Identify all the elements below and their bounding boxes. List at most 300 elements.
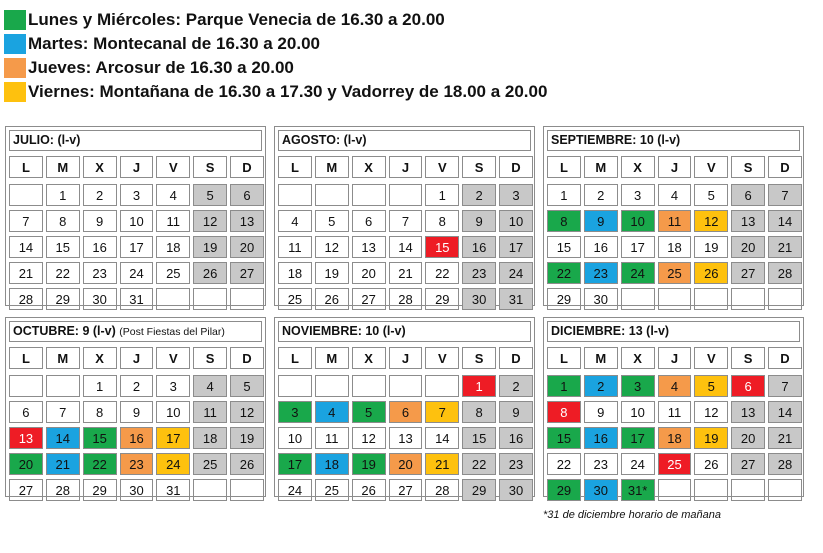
weekday-header: L — [547, 347, 581, 369]
legend-label: Jueves: Arcosur de 16.30 a 20.00 — [28, 58, 294, 77]
day-cell: 13 — [230, 210, 264, 232]
day-cell: 19 — [352, 453, 386, 475]
empty-day-cell — [694, 288, 728, 310]
day-cell: 20 — [731, 427, 765, 449]
legend-swatch-orange — [4, 58, 26, 78]
month-diciembre — [543, 317, 804, 497]
week-row — [547, 236, 802, 258]
week-row — [9, 184, 264, 206]
legend — [4, 8, 547, 104]
day-cell: 21 — [46, 453, 80, 475]
day-cell: 17 — [499, 236, 533, 258]
day-cell: 15 — [547, 427, 581, 449]
day-cell: 20 — [731, 236, 765, 258]
week-row — [278, 262, 533, 284]
day-cell: 22 — [46, 262, 80, 284]
day-cell: 31* — [621, 479, 655, 501]
weekday-header: L — [547, 156, 581, 178]
weekday-header: V — [425, 156, 459, 178]
empty-day-cell — [46, 375, 80, 397]
day-cell: 18 — [658, 427, 692, 449]
week-row — [278, 210, 533, 232]
day-cell: 28 — [768, 262, 802, 284]
day-cell: 27 — [731, 453, 765, 475]
day-cell: 21 — [768, 427, 802, 449]
day-cell: 17 — [621, 236, 655, 258]
day-cell: 21 — [768, 236, 802, 258]
day-cell: 27 — [731, 262, 765, 284]
week-row — [547, 427, 802, 449]
footnote: *31 de diciembre horario de mañana — [543, 509, 721, 521]
weekday-header: D — [768, 347, 802, 369]
legend-item-parque-venecia — [4, 8, 547, 32]
week-row — [9, 375, 264, 397]
day-cell: 7 — [425, 401, 459, 423]
week-row — [278, 236, 533, 258]
weekday-header: X — [352, 156, 386, 178]
day-cell: 7 — [9, 210, 43, 232]
week-row — [278, 427, 533, 449]
day-cell: 21 — [389, 262, 423, 284]
empty-day-cell — [230, 479, 264, 501]
day-cell: 14 — [9, 236, 43, 258]
day-cell: 16 — [462, 236, 496, 258]
day-cell: 1 — [462, 375, 496, 397]
day-cell: 31 — [120, 288, 154, 310]
weekday-header: D — [768, 156, 802, 178]
day-cell: 1 — [83, 375, 117, 397]
weekday-header-row — [278, 347, 533, 369]
empty-day-cell — [193, 479, 227, 501]
empty-day-cell — [352, 184, 386, 206]
week-row — [9, 236, 264, 258]
day-cell: 4 — [315, 401, 349, 423]
day-cell: 2 — [120, 375, 154, 397]
day-cell: 16 — [584, 427, 618, 449]
day-cell: 14 — [46, 427, 80, 449]
day-cell: 15 — [547, 236, 581, 258]
day-cell: 29 — [46, 288, 80, 310]
calendar-grid — [278, 156, 533, 314]
day-cell: 29 — [462, 479, 496, 501]
empty-day-cell — [315, 375, 349, 397]
day-cell: 3 — [120, 184, 154, 206]
day-cell: 5 — [193, 184, 227, 206]
day-cell: 29 — [425, 288, 459, 310]
weekday-header: J — [389, 156, 423, 178]
legend-swatch-yellow — [4, 82, 26, 102]
empty-day-cell — [230, 288, 264, 310]
day-cell: 12 — [315, 236, 349, 258]
calendar-grid — [278, 347, 533, 505]
empty-day-cell — [621, 288, 655, 310]
day-cell: 30 — [462, 288, 496, 310]
month-note: (Post Fiestas del Pilar) — [119, 326, 225, 338]
day-cell: 11 — [193, 401, 227, 423]
day-cell: 26 — [694, 453, 728, 475]
day-cell: 18 — [193, 427, 227, 449]
day-cell: 29 — [547, 479, 581, 501]
day-cell: 22 — [83, 453, 117, 475]
day-cell: 14 — [768, 401, 802, 423]
empty-day-cell — [156, 288, 190, 310]
week-row — [9, 288, 264, 310]
day-cell: 9 — [120, 401, 154, 423]
weekday-header: M — [584, 347, 618, 369]
day-cell: 14 — [425, 427, 459, 449]
day-cell: 29 — [547, 288, 581, 310]
day-cell: 5 — [352, 401, 386, 423]
day-cell: 12 — [193, 210, 227, 232]
calendar-grid — [547, 156, 802, 314]
empty-day-cell — [425, 375, 459, 397]
legend-item-montecanal — [4, 32, 547, 56]
day-cell: 31 — [156, 479, 190, 501]
day-cell: 28 — [389, 288, 423, 310]
empty-day-cell — [731, 288, 765, 310]
day-cell: 30 — [584, 479, 618, 501]
day-cell: 18 — [315, 453, 349, 475]
day-cell: 18 — [278, 262, 312, 284]
day-cell: 16 — [584, 236, 618, 258]
empty-day-cell — [658, 288, 692, 310]
day-cell: 27 — [230, 262, 264, 284]
day-cell: 24 — [156, 453, 190, 475]
day-cell: 15 — [462, 427, 496, 449]
day-cell: 25 — [193, 453, 227, 475]
day-cell: 7 — [768, 375, 802, 397]
month-title — [547, 130, 800, 151]
day-cell: 19 — [694, 236, 728, 258]
empty-day-cell — [768, 288, 802, 310]
weekday-header-row — [9, 156, 264, 178]
day-cell: 28 — [46, 479, 80, 501]
day-cell: 24 — [278, 479, 312, 501]
day-cell: 6 — [352, 210, 386, 232]
month-title — [547, 321, 800, 342]
day-cell: 5 — [694, 184, 728, 206]
day-cell: 11 — [278, 236, 312, 258]
day-cell: 6 — [731, 375, 765, 397]
week-row — [547, 288, 802, 310]
day-cell: 2 — [584, 184, 618, 206]
day-cell: 21 — [425, 453, 459, 475]
empty-day-cell — [315, 184, 349, 206]
day-cell: 6 — [230, 184, 264, 206]
week-row — [9, 401, 264, 423]
weekday-header: M — [46, 347, 80, 369]
day-cell: 8 — [462, 401, 496, 423]
day-cell: 17 — [621, 427, 655, 449]
day-cell: 23 — [584, 262, 618, 284]
day-cell: 4 — [278, 210, 312, 232]
day-cell: 24 — [499, 262, 533, 284]
legend-label: Viernes: Montañana de 16.30 a 17.30 y Vadorrey de 18.00 a 20.00 — [28, 82, 548, 101]
weekday-header: S — [462, 347, 496, 369]
day-cell: 3 — [621, 375, 655, 397]
month-agosto — [274, 126, 535, 306]
weekday-header: S — [462, 156, 496, 178]
day-cell: 23 — [120, 453, 154, 475]
day-cell: 28 — [425, 479, 459, 501]
week-row — [278, 479, 533, 501]
day-cell: 9 — [584, 401, 618, 423]
weekday-header: J — [658, 156, 692, 178]
weekday-header: X — [352, 347, 386, 369]
calendar-grid — [9, 156, 264, 314]
month-title-text: JULIO: (l-v) — [13, 133, 81, 147]
month-title — [9, 321, 262, 342]
day-cell: 13 — [731, 401, 765, 423]
day-cell: 4 — [658, 375, 692, 397]
day-cell: 12 — [230, 401, 264, 423]
day-cell: 5 — [230, 375, 264, 397]
day-cell: 4 — [193, 375, 227, 397]
day-cell: 9 — [499, 401, 533, 423]
day-cell: 11 — [156, 210, 190, 232]
weekday-header: J — [389, 347, 423, 369]
day-cell: 17 — [156, 427, 190, 449]
day-cell: 4 — [156, 184, 190, 206]
day-cell: 7 — [46, 401, 80, 423]
legend-label: Lunes y Miércoles: Parque Venecia de 16.30 a 20.00 — [28, 10, 445, 29]
day-cell: 25 — [156, 262, 190, 284]
empty-day-cell — [389, 184, 423, 206]
week-row — [278, 401, 533, 423]
legend-label: Martes: Montecanal de 16.30 a 20.00 — [28, 34, 320, 53]
day-cell: 1 — [547, 184, 581, 206]
weekday-header: S — [193, 156, 227, 178]
month-octubre — [5, 317, 266, 497]
day-cell: 30 — [584, 288, 618, 310]
day-cell: 3 — [156, 375, 190, 397]
day-cell: 6 — [9, 401, 43, 423]
day-cell: 30 — [120, 479, 154, 501]
week-row — [547, 375, 802, 397]
weekday-header: V — [694, 347, 728, 369]
day-cell: 10 — [621, 210, 655, 232]
week-row — [9, 453, 264, 475]
month-title — [9, 130, 262, 151]
day-cell: 13 — [9, 427, 43, 449]
weekday-header-row — [278, 156, 533, 178]
empty-day-cell — [352, 375, 386, 397]
day-cell: 27 — [389, 479, 423, 501]
weekday-header: S — [731, 347, 765, 369]
month-title-text: AGOSTO: (l-v) — [282, 133, 367, 147]
weekday-header: L — [278, 347, 312, 369]
week-row — [547, 184, 802, 206]
day-cell: 3 — [499, 184, 533, 206]
day-cell: 14 — [389, 236, 423, 258]
day-cell: 30 — [83, 288, 117, 310]
day-cell: 26 — [193, 262, 227, 284]
day-cell: 12 — [694, 210, 728, 232]
week-row — [278, 288, 533, 310]
empty-day-cell — [658, 479, 692, 501]
week-row — [278, 453, 533, 475]
month-title-text: DICIEMBRE: 13 (l-v) — [551, 324, 670, 338]
day-cell: 20 — [230, 236, 264, 258]
week-row — [9, 210, 264, 232]
day-cell: 19 — [193, 236, 227, 258]
weekday-header: S — [731, 156, 765, 178]
day-cell: 17 — [120, 236, 154, 258]
day-cell: 10 — [120, 210, 154, 232]
day-cell: 26 — [694, 262, 728, 284]
week-row — [547, 262, 802, 284]
weekday-header: D — [230, 156, 264, 178]
day-cell: 25 — [278, 288, 312, 310]
weekday-header: V — [694, 156, 728, 178]
day-cell: 13 — [352, 236, 386, 258]
weekday-header: J — [120, 156, 154, 178]
day-cell: 10 — [156, 401, 190, 423]
legend-swatch-blue — [4, 34, 26, 54]
day-cell: 12 — [352, 427, 386, 449]
month-noviembre — [274, 317, 535, 497]
weekday-header: M — [584, 156, 618, 178]
empty-day-cell — [193, 288, 227, 310]
week-row — [9, 479, 264, 501]
day-cell: 20 — [352, 262, 386, 284]
day-cell: 2 — [83, 184, 117, 206]
legend-item-montanana-vadorrey — [4, 80, 547, 104]
day-cell: 27 — [9, 479, 43, 501]
day-cell: 29 — [83, 479, 117, 501]
day-cell: 8 — [425, 210, 459, 232]
weekday-header: D — [230, 347, 264, 369]
day-cell: 17 — [278, 453, 312, 475]
week-row — [547, 479, 802, 501]
day-cell: 8 — [547, 401, 581, 423]
day-cell: 16 — [120, 427, 154, 449]
day-cell: 23 — [462, 262, 496, 284]
day-cell: 1 — [46, 184, 80, 206]
weekday-header: M — [46, 156, 80, 178]
day-cell: 15 — [83, 427, 117, 449]
weekday-header: M — [315, 156, 349, 178]
day-cell: 5 — [315, 210, 349, 232]
weekday-header: M — [315, 347, 349, 369]
weekday-header: D — [499, 156, 533, 178]
day-cell: 12 — [694, 401, 728, 423]
day-cell: 23 — [499, 453, 533, 475]
month-title-text: OCTUBRE: 9 (l-v) — [13, 324, 120, 338]
day-cell: 28 — [9, 288, 43, 310]
month-septiembre — [543, 126, 804, 306]
day-cell: 14 — [768, 210, 802, 232]
empty-day-cell — [389, 375, 423, 397]
day-cell: 23 — [83, 262, 117, 284]
day-cell: 22 — [462, 453, 496, 475]
weekday-header: X — [83, 347, 117, 369]
day-cell: 2 — [462, 184, 496, 206]
weekday-header: L — [9, 156, 43, 178]
day-cell: 24 — [621, 262, 655, 284]
weekday-header: V — [156, 347, 190, 369]
day-cell: 9 — [83, 210, 117, 232]
day-cell: 10 — [278, 427, 312, 449]
weekday-header: J — [658, 347, 692, 369]
legend-swatch-green — [4, 10, 26, 30]
day-cell: 22 — [547, 453, 581, 475]
day-cell: 1 — [547, 375, 581, 397]
day-cell: 11 — [658, 401, 692, 423]
week-row — [547, 401, 802, 423]
day-cell: 9 — [462, 210, 496, 232]
day-cell: 26 — [315, 288, 349, 310]
empty-day-cell — [768, 479, 802, 501]
day-cell: 22 — [425, 262, 459, 284]
empty-day-cell — [278, 375, 312, 397]
day-cell: 16 — [83, 236, 117, 258]
day-cell: 8 — [83, 401, 117, 423]
month-title-text: NOVIEMBRE: 10 (l-v) — [282, 324, 406, 338]
day-cell: 26 — [352, 479, 386, 501]
weekday-header-row — [547, 347, 802, 369]
day-cell: 6 — [389, 401, 423, 423]
month-title — [278, 130, 531, 151]
day-cell: 19 — [230, 427, 264, 449]
month-title — [278, 321, 531, 342]
weekday-header: V — [156, 156, 190, 178]
day-cell: 8 — [46, 210, 80, 232]
day-cell: 25 — [658, 453, 692, 475]
day-cell: 3 — [278, 401, 312, 423]
day-cell: 27 — [352, 288, 386, 310]
week-row — [9, 262, 264, 284]
day-cell: 3 — [621, 184, 655, 206]
week-row — [547, 210, 802, 232]
weekday-header: X — [83, 156, 117, 178]
day-cell: 18 — [156, 236, 190, 258]
day-cell: 28 — [768, 453, 802, 475]
day-cell: 7 — [389, 210, 423, 232]
week-row — [278, 184, 533, 206]
empty-day-cell — [694, 479, 728, 501]
day-cell: 10 — [621, 401, 655, 423]
day-cell: 4 — [658, 184, 692, 206]
calendar-grid — [547, 347, 802, 505]
day-cell: 11 — [315, 427, 349, 449]
day-cell: 21 — [9, 262, 43, 284]
weekday-header: V — [425, 347, 459, 369]
weekday-header: S — [193, 347, 227, 369]
day-cell: 2 — [584, 375, 618, 397]
day-cell: 16 — [499, 427, 533, 449]
day-cell: 23 — [584, 453, 618, 475]
day-cell: 22 — [547, 262, 581, 284]
empty-day-cell — [9, 184, 43, 206]
day-cell: 6 — [731, 184, 765, 206]
day-cell: 18 — [658, 236, 692, 258]
month-title-text: SEPTIEMBRE: 10 (l-v) — [551, 133, 681, 147]
weekday-header: D — [499, 347, 533, 369]
month-julio — [5, 126, 266, 306]
day-cell: 15 — [425, 236, 459, 258]
day-cell: 8 — [547, 210, 581, 232]
week-row — [278, 375, 533, 397]
day-cell: 25 — [658, 262, 692, 284]
weekday-header-row — [9, 347, 264, 369]
day-cell: 2 — [499, 375, 533, 397]
day-cell: 20 — [9, 453, 43, 475]
day-cell: 7 — [768, 184, 802, 206]
day-cell: 26 — [230, 453, 264, 475]
weekday-header: X — [621, 347, 655, 369]
day-cell: 9 — [584, 210, 618, 232]
